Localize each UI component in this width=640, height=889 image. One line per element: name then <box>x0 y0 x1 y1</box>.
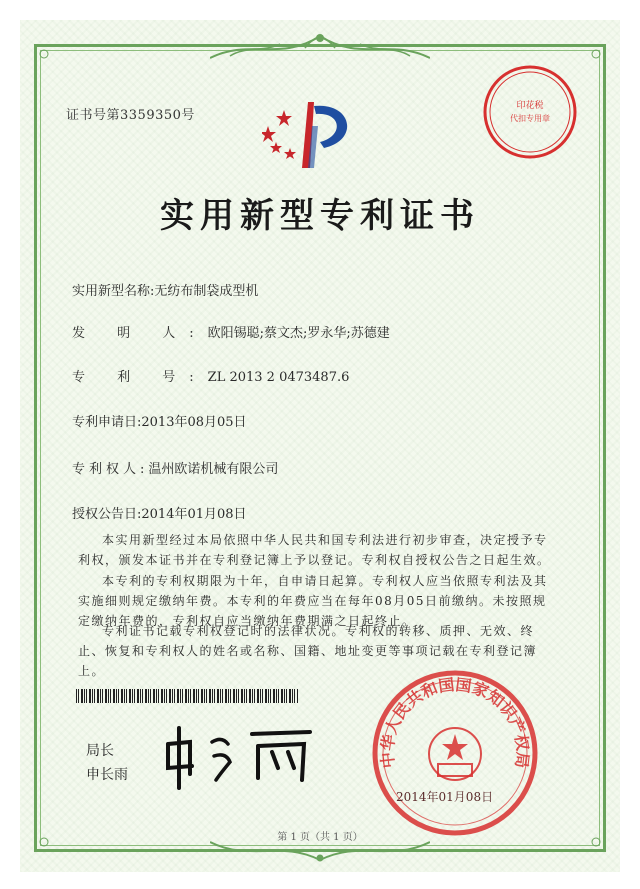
body-paragraph-2: 本专利的专利权期限为十年，自申请日起算。专利权人应当依照专利法及其实施细则规定缴纳年费。本专利的年费应当在每年08月05日前缴纳。未按照规定缴纳年费的，专利权自应当缴纳年费期满之日起终止。 <box>78 574 548 628</box>
field-label: 实用新型名称: <box>72 284 155 299</box>
barcode <box>76 689 298 703</box>
field-value: 2014年01月08日 <box>141 507 247 522</box>
certificate-number: 证书号第3359350号 <box>66 108 195 123</box>
svg-text:代扣专用章: 代扣专用章 <box>510 114 550 123</box>
tax-stamp-seal <box>480 62 580 162</box>
field-patent-number <box>72 366 349 385</box>
handwritten-signature <box>160 722 330 792</box>
svg-text:中华人民共和国国家知识产权局: 中华人民共和国国家知识产权局 <box>377 674 533 770</box>
signatory-title: 局长 <box>86 743 114 759</box>
field-value: 温州欧诺机械有限公司 <box>148 462 279 477</box>
field-inventor <box>72 322 390 341</box>
signatory-name: 申长雨 <box>86 767 128 783</box>
field-grant-date <box>72 503 247 522</box>
body-paragraph-1: 本实用新型经过本局依照中华人民共和国专利法进行初步审查，决定授予专利权，颁发本证书并在专利登记簿上予以登记。专利权自授权公告之日起生效。 <box>78 533 551 567</box>
field-value: 无纺布制袋成型机 <box>154 284 259 299</box>
field-label: 专利权人: <box>72 462 149 477</box>
field-label: 授权公告日: <box>72 507 142 522</box>
field-value: 2013年08月05日 <box>141 415 247 430</box>
field-label: 发 明 人: <box>72 326 208 341</box>
field-value: 欧阳锡聪;蔡文杰;罗永华;苏德建 <box>207 326 390 341</box>
field-filing-date <box>72 411 247 430</box>
ornament-corner-tl <box>34 44 74 84</box>
field-label: 专利申请日: <box>72 415 142 430</box>
field-utility-model-name <box>72 280 258 299</box>
seal-date: 2014年01月08日 <box>396 790 494 804</box>
ornament-top <box>210 28 430 64</box>
official-seal <box>370 668 540 838</box>
body-paragraph-3: 专利证书记载专利权登记时的法律状况。专利权的转移、质押、无效、终止、恢复和专利权人的姓名或名称、国籍、地址变更等事项记载在专利登记簿上。 <box>78 624 538 678</box>
page-number: 第 1 页（共 1 页） <box>277 832 363 843</box>
field-patentee <box>72 458 278 477</box>
patent-office-logo <box>262 96 372 174</box>
field-value: ZL 2013 2 0473487.6 <box>207 370 350 385</box>
field-label: 专 利 号: <box>72 370 208 385</box>
certificate-title: 实用新型专利证书 <box>160 196 480 236</box>
svg-text:印花税: 印花税 <box>516 101 544 111</box>
